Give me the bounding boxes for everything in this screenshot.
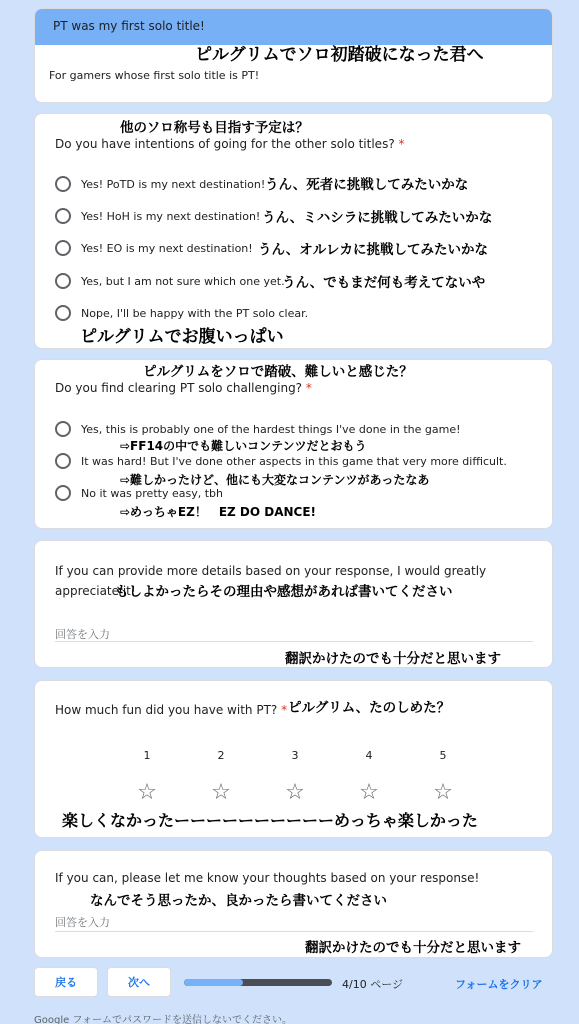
option-label: No it was pretty easy, tbh bbox=[81, 487, 223, 500]
option-label: Yes, this is probably one of the hardest things I've done in the game! bbox=[81, 423, 461, 436]
option-label: Yes, but I am not sure which one yet. bbox=[81, 275, 285, 288]
required-mark: * bbox=[281, 703, 288, 717]
option-label: It was hard! But I've done other aspects in this game that very more difficult. bbox=[81, 455, 507, 468]
scale-jp: 楽しくなかったーーーーーーーーーーめっちゃ楽しかった bbox=[62, 811, 478, 830]
answer-placeholder: 回答を入力 bbox=[55, 916, 110, 929]
scale-label-4: 4 bbox=[365, 749, 373, 762]
option-label: Yes! HoH is my next destination! bbox=[81, 210, 261, 223]
progress-fill bbox=[184, 979, 243, 986]
form-description: For gamers whose first solo title is PT! bbox=[49, 69, 260, 82]
option-jp: ⇨めっちゃEZ！ EZ DO DANCE! bbox=[120, 505, 317, 519]
option-label: Yes! PoTD is my next destination! bbox=[81, 178, 266, 191]
clear-form-link[interactable]: フォームをクリア bbox=[455, 978, 543, 991]
star-icon-1[interactable]: ☆ bbox=[137, 780, 157, 805]
scale-label-5: 5 bbox=[439, 749, 447, 762]
star-icon-5[interactable]: ☆ bbox=[433, 780, 453, 805]
radio-pt-only[interactable] bbox=[55, 305, 71, 321]
option-label: Yes! EO is my next destination! bbox=[81, 242, 253, 255]
answer-input[interactable] bbox=[55, 931, 533, 932]
option-jp: うん、でもまだ何も考えてないや bbox=[282, 275, 486, 291]
radio-potd[interactable] bbox=[55, 176, 71, 192]
form-title: PT was my first solo title! bbox=[53, 19, 205, 33]
scale-label-3: 3 bbox=[291, 749, 299, 762]
option-jp: うん、死者に挑戦してみたいかな bbox=[265, 177, 469, 193]
option-jp: ピルグリムでお腹いっぱい bbox=[80, 327, 284, 347]
option-jp: ⇨難しかったけど、他にも大変なコンテンツがあったなあ bbox=[120, 473, 430, 487]
scale-label-2: 2 bbox=[217, 749, 225, 762]
star-icon-4[interactable]: ☆ bbox=[359, 780, 379, 805]
star-icon-2[interactable]: ☆ bbox=[211, 780, 231, 805]
radio-easy[interactable] bbox=[55, 485, 71, 501]
question-text: If you can, please let me know your thoughts based on your response! bbox=[55, 871, 480, 885]
star-icon-3[interactable]: ☆ bbox=[285, 780, 305, 805]
scale-label-1: 1 bbox=[143, 749, 151, 762]
radio-hardest[interactable] bbox=[55, 421, 71, 437]
question-jp: なんでそう思ったか、良かったら書いてください bbox=[90, 893, 387, 909]
required-mark: * bbox=[398, 137, 405, 151]
question-jp: 他のソロ称号も目指す予定は？ bbox=[120, 120, 309, 136]
option-jp: うん、ミハシラに挑戦してみたいかな bbox=[262, 210, 493, 226]
question-text: How much fun did you have with PT? * bbox=[55, 703, 288, 717]
note-jp: 翻訳かけたのでも十分だと思います bbox=[285, 651, 501, 667]
footer-note: Google フォームでパスワードを送信しないでください。 bbox=[34, 1015, 292, 1024]
radio-hoh[interactable] bbox=[55, 208, 71, 224]
question-jp: ピルグリム、たのしめた？ bbox=[288, 700, 451, 716]
back-button[interactable]: 戻る bbox=[34, 967, 98, 997]
next-button[interactable]: 次へ bbox=[107, 967, 171, 997]
question-card-solo-titles bbox=[34, 113, 553, 349]
question-text: If you can provide more details based on your response, I would greatly appreciate it! bbox=[55, 564, 487, 598]
option-label: Nope, I'll be happy with the PT solo clear. bbox=[81, 307, 309, 320]
progress-bar bbox=[184, 979, 332, 986]
required-mark: * bbox=[305, 381, 312, 395]
form-title-jp: ピルグリムでソロ初踏破になった君へ bbox=[195, 45, 484, 65]
question-text: Do you have intentions of going for the other solo titles? * bbox=[55, 137, 405, 151]
option-jp: うん、オルレカに挑戦してみたいかな bbox=[258, 242, 488, 258]
note-jp: 翻訳かけたのでも十分だと思います bbox=[305, 940, 521, 956]
question-text: Do you find clearing PT solo challenging? * bbox=[55, 381, 312, 395]
option-jp: ⇨FF14の中でも難しいコンテンツだとおもう bbox=[120, 439, 367, 453]
radio-eo[interactable] bbox=[55, 240, 71, 256]
question-jp: もしよかったらその理由や感想があれば書いてください bbox=[115, 584, 453, 600]
page-indicator: 4/10 ページ bbox=[342, 978, 403, 991]
question-jp: ピルグリムをソロで踏破、難しいと感じた？ bbox=[143, 364, 413, 380]
radio-not-sure[interactable] bbox=[55, 273, 71, 289]
answer-input[interactable] bbox=[55, 641, 533, 642]
answer-placeholder: 回答を入力 bbox=[55, 628, 110, 641]
radio-hard-not-hardest[interactable] bbox=[55, 453, 71, 469]
